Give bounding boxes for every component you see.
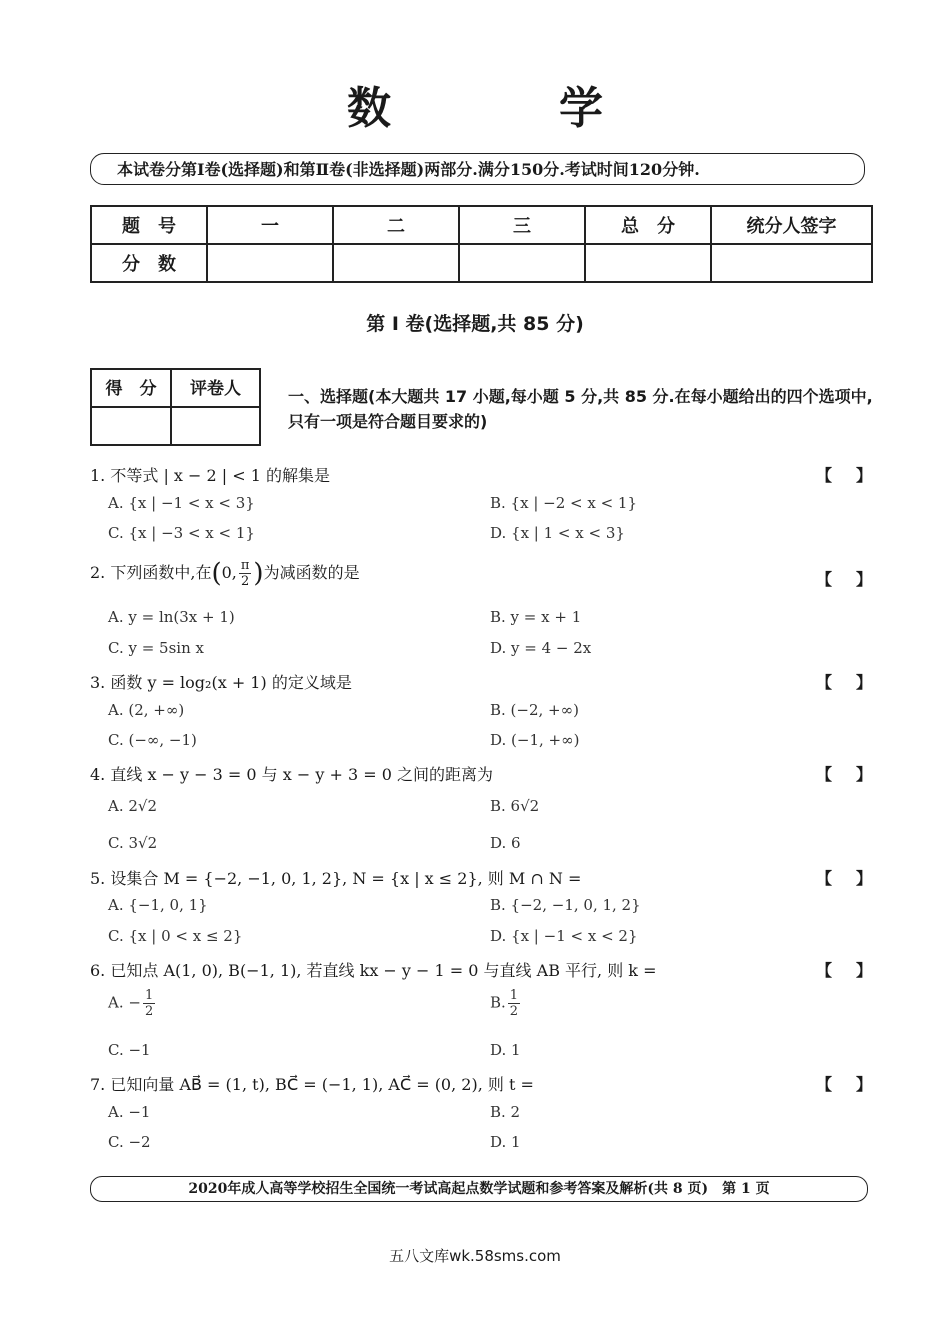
- option: A. (2, +∞): [108, 701, 185, 719]
- option: A. −1: [108, 1103, 151, 1121]
- answer-bracket: 【 】: [816, 765, 872, 784]
- score-cell: [711, 244, 872, 282]
- page-title: 数 学: [347, 83, 665, 134]
- answer-bracket: 【 】: [816, 466, 872, 485]
- option: A. − $\frac{1}{2}$: [108, 988, 154, 1019]
- answer-bracket: 【 】: [816, 570, 872, 589]
- option: C. {x | −3 < x < 1}: [108, 524, 255, 542]
- option: A. y = ln(3x + 1): [108, 608, 235, 626]
- score-table-header: 统分人签字: [711, 206, 872, 244]
- option: A. {−1, 0, 1}: [108, 896, 208, 914]
- grader-name-label: 评卷人: [171, 369, 260, 407]
- option: B. 2: [490, 1103, 521, 1121]
- page-footer: 2020年成人高等学校招生全国统一考试高起点数学试题和参考答案及解析(共 8 页) 第 1 页: [90, 1176, 868, 1202]
- grader-table: [90, 368, 261, 446]
- part-title: 第 Ⅰ 卷(选择题,共 85 分): [366, 313, 584, 335]
- question-7: 7. 已知向量 AB⃗ = (1, t), BC⃗ = (−1, 1), AC⃗ = (0, 2), 则 t =: [90, 1075, 534, 1094]
- score-table-header: 题 号: [91, 206, 207, 244]
- answer-bracket: 【 】: [816, 961, 872, 980]
- score-table-header: 总 分: [585, 206, 711, 244]
- score-table: [90, 205, 873, 283]
- option: C. {x | 0 < x ≤ 2}: [108, 927, 243, 945]
- score-cell: [333, 244, 459, 282]
- option: B. {x | −2 < x < 1}: [490, 494, 638, 512]
- option: B. 6√2: [490, 797, 540, 815]
- option: C. (−∞, −1): [108, 731, 197, 749]
- answer-bracket: 【 】: [816, 869, 872, 888]
- score-cell: [207, 244, 333, 282]
- option: C. 3√2: [108, 834, 158, 852]
- option: D. 1: [490, 1133, 521, 1151]
- answer-bracket: 【 】: [816, 673, 872, 692]
- option: D. {x | −1 < x < 2}: [490, 927, 638, 945]
- score-cell: [459, 244, 585, 282]
- score-table-header: 二: [333, 206, 459, 244]
- grader-score-label: 得 分: [91, 369, 171, 407]
- exam-instructions: 本试卷分第Ⅰ卷(选择题)和第Ⅱ卷(非选择题)两部分.满分150分.考试时间120分钟.: [90, 153, 865, 185]
- option: C. −1: [108, 1041, 151, 1059]
- option: D. y = 4 − 2x: [490, 639, 592, 657]
- option: D. 6: [490, 834, 521, 852]
- option: A. 2√2: [108, 797, 158, 815]
- score-row-label: 分 数: [91, 244, 207, 282]
- option: D. (−1, +∞): [490, 731, 580, 749]
- option: D. 1: [490, 1041, 521, 1059]
- option: D. {x | 1 < x < 3}: [490, 524, 625, 542]
- option: B. (−2, +∞): [490, 701, 579, 719]
- option: B. {−2, −1, 0, 1, 2}: [490, 896, 641, 914]
- grader-cell: [171, 407, 260, 445]
- question-3: 3. 函数 y = log₂(x + 1) 的定义域是: [90, 673, 352, 692]
- option: C. y = 5sin x: [108, 639, 204, 657]
- option: C. −2: [108, 1133, 151, 1151]
- watermark-text: 五八文库wk.58sms.com: [389, 1247, 561, 1265]
- score-cell: [585, 244, 711, 282]
- option: B. y = x + 1: [490, 608, 582, 626]
- score-table-header: 一: [207, 206, 333, 244]
- question-6: 6. 已知点 A(1, 0), B(−1, 1), 若直线 kx − y − 1 = 0 与直线 AB 平行, 则 k =: [90, 961, 657, 980]
- option: B. $\frac{1}{2}$: [490, 988, 519, 1019]
- answer-bracket: 【 】: [816, 1075, 872, 1094]
- question-5: 5. 设集合 M = {−2, −1, 0, 1, 2}, N = {x | x ≤ 2}, 则 M ∩ N =: [90, 869, 582, 888]
- grader-cell: [91, 407, 171, 445]
- score-table-header: 三: [459, 206, 585, 244]
- section-heading: 一、选择题(本大题共 17 小题,每小题 5 分,共 85 分.在每小题给出的四个选项中,只有一项是符合题目要求的): [288, 387, 873, 431]
- question-4: 4. 直线 x − y − 3 = 0 与 x − y + 3 = 0 之间的距离为: [90, 765, 494, 784]
- option: A. {x | −1 < x < 3}: [108, 494, 255, 512]
- question-2: 2. 下列函数中,在(0, $\frac{\pi}{2}$ )为减函数的是: [90, 558, 360, 589]
- question-1: 1. 不等式 | x − 2 | < 1 的解集是: [90, 466, 331, 485]
